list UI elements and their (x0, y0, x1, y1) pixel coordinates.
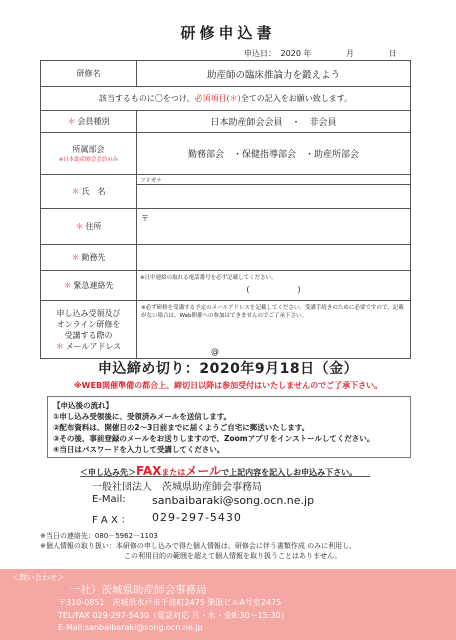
address-label: ＊ 住所 (41, 209, 137, 245)
note-contact: ※当日の連絡先：080－5962－1103 (40, 532, 158, 540)
footer-heading: ＜問い合わせ＞ (12, 573, 65, 582)
date-month: 月 (346, 49, 354, 58)
footer-org: 一社）茨城県助産師会事務局 (70, 584, 207, 596)
date-year: 2020 年 (280, 49, 312, 58)
member-type-label: ＊ 会員種別 (41, 111, 137, 133)
flow-item: ③その後、事前登録のメールをお送りしますので、Zoomアプリをインストールしてください。 (53, 434, 375, 443)
emergency-note: ※日中連絡の取れる電話番号を必ず記載してください。 (140, 275, 277, 281)
web-note: ※WEB開催準備の都合上、締切日以降は参加受付はいたしませんのでご了承下さい。 (73, 381, 383, 390)
apply-email-link[interactable]: sanbaibaraki@song.ocn.ne.jp (152, 494, 315, 507)
flow-title: 【申込後の流れ】 (53, 401, 113, 410)
emergency-label: ＊ 緊急連絡先 (41, 271, 137, 301)
apply-divider (80, 476, 370, 477)
date-label: 申込日： (244, 49, 276, 58)
email-label: E-Mail: (92, 494, 126, 505)
emergency-field[interactable] (137, 271, 411, 301)
mail-note: ※必ず研修を受講する予定のメールアドレスを記載してください。受講手続きのために必要ですので、記載がない場合は、Web開催への参加はできませんのでご了承下さい。 (141, 305, 404, 319)
instruction: 該当するものに〇をつけ、必須項目(＊)全ての記入をお願い致します。 (41, 87, 411, 111)
apply-assoc: 一般社団法人 茨城県助産師会事務局 (92, 482, 262, 493)
page-title: 研修申込書 (180, 24, 276, 42)
course-name: 助産師の臨床推論力を鍛えよう (137, 61, 411, 87)
note-privacy-cont: この利用目的の範囲を超えて個人情報を取り扱うことはありません。 (124, 552, 342, 560)
apply-heading: ＜申し込み先＞FAXまたはメールで上記内容を記入しお申込み下さい。 (80, 464, 358, 478)
at-mark: @ (211, 347, 219, 356)
fax-label: F A X ： (92, 515, 131, 526)
contact-footer (0, 569, 456, 640)
footer-email-link[interactable]: E-Mail:sanbaibaraki@song.ocn.ne.jp (58, 623, 203, 632)
mail-label: 申し込み受領及び オンライン研修を 受講する際の ＊ メールアドレス (41, 301, 137, 359)
dept-label: 所属部会 ※日本助産師会会員のみ (41, 133, 137, 175)
work-field[interactable] (137, 245, 411, 271)
flow-item: ②配布資料は、開催日の2～3日前までに届くようご自宅に郵送いたします。 (53, 423, 310, 432)
furigana-field[interactable]: フリガナ (137, 175, 411, 185)
work-label: ＊ 勤務先 (41, 245, 137, 271)
flow-item: ④当日はパスワードを入力して受講してください。 (53, 445, 225, 454)
course-label: 研修名 (41, 61, 137, 87)
deadline: 申込締め切り：2020年9月18日（金） (97, 361, 359, 377)
name-label: ＊ 氏 名 (41, 175, 137, 209)
name-field[interactable] (137, 185, 411, 209)
application-date (244, 48, 397, 59)
address-field[interactable]: 〒 (137, 209, 411, 245)
apply-fax-number: 029-297-5430 (152, 511, 242, 524)
application-form (40, 60, 411, 359)
member-type-field[interactable]: 日本助産師会会員 ・ 非会員 (137, 111, 411, 133)
date-day: 日 (388, 49, 397, 58)
footer-telfax: TEL/FAX 029-297-5430（電話対応 月・水・金8:30～15:30） (58, 611, 289, 620)
mail-field[interactable] (137, 301, 411, 359)
emergency-parens: ( ) (246, 285, 301, 294)
apply-email-row (92, 494, 315, 507)
apply-fax-row (92, 511, 242, 526)
flow-box (47, 396, 411, 458)
note-privacy: ※個人情報の取り扱い：本研修の申し込みで得た個人情報は、研修会に伴う書類作成 のみに利用し、 (40, 542, 357, 550)
footer-address: 〒310-0851 茨城県水戸市千波町2475 栗原ビルA号室2475 (58, 598, 282, 607)
notes (40, 531, 356, 561)
dept-field[interactable]: 勤務部会 ・保健指導部会 ・助産所部会 (137, 133, 411, 175)
flow-item: ①申し込み受領後に、受領済みメールを送信します。 (53, 412, 232, 421)
